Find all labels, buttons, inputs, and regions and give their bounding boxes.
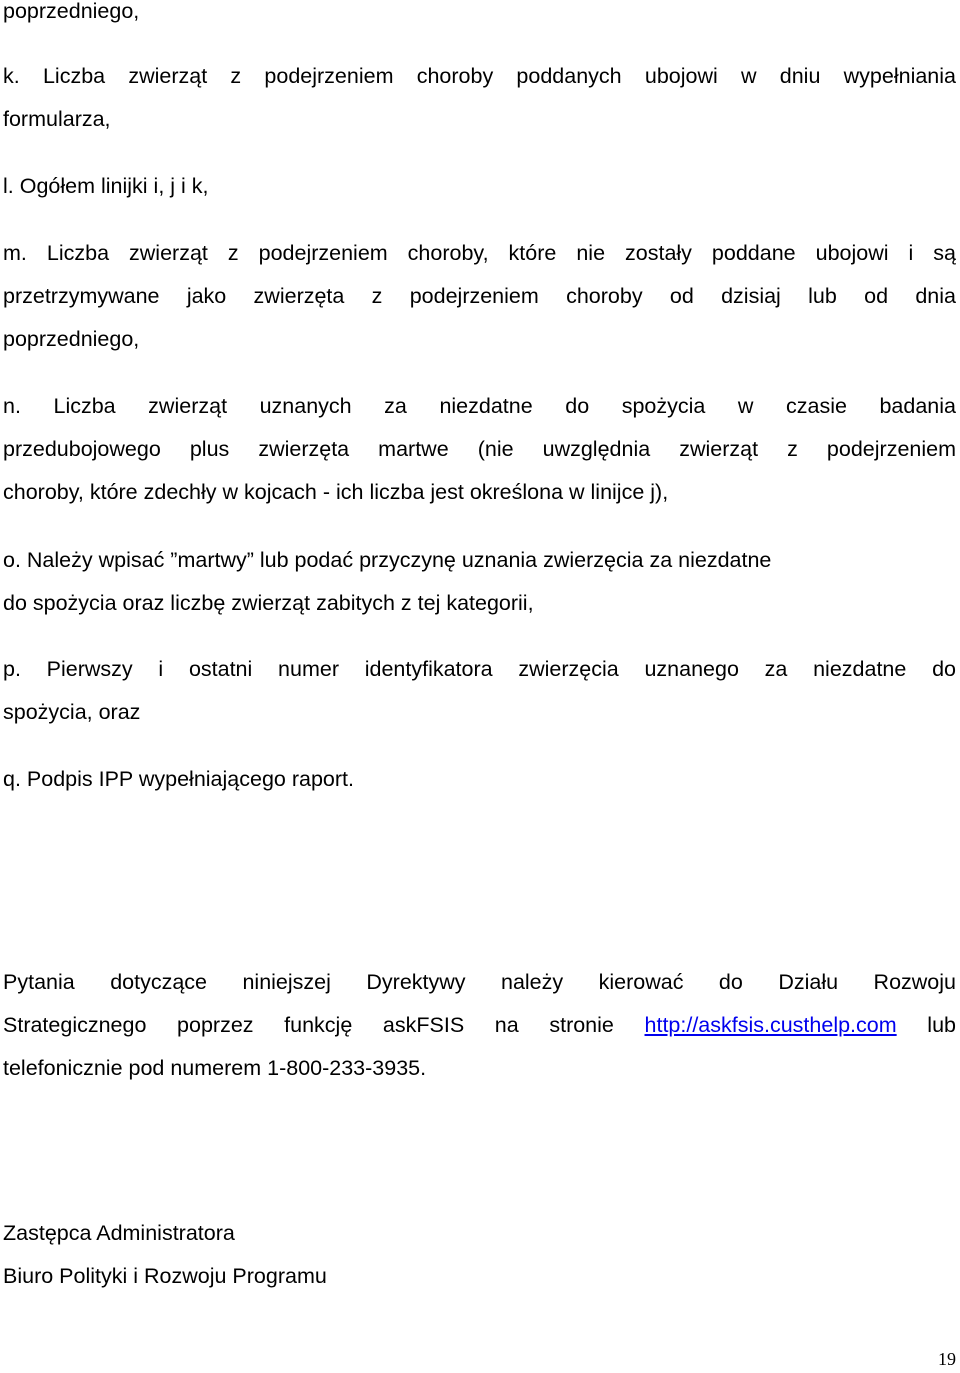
signatory-title: Zastępca Administratora	[3, 1221, 235, 1245]
signature-block	[3, 1212, 956, 1298]
list-item-p	[3, 648, 956, 734]
list-item-l	[3, 165, 956, 208]
text-line: spożycia, oraz	[3, 700, 141, 724]
text-fragment: lub	[927, 1013, 956, 1037]
text-line: m. Liczba zwierząt z podejrzeniem choroby, które nie zostały poddane ubojowi i są	[3, 241, 956, 265]
text-line: do spożycia oraz liczbę zwierząt zabitych z tej kategorii,	[3, 591, 534, 615]
text-line: p. Pierwszy i ostatni numer identyfikatora zwierzęcia uznanego za niezdatne do	[3, 657, 956, 681]
list-item-q	[3, 758, 956, 801]
text-line: przedubojowego plus zwierzęta martwe (nie uwzględnia zwierząt z podejrzeniem	[3, 437, 956, 461]
askfsis-link[interactable]: http://askfsis.custhelp.com	[644, 1013, 897, 1037]
text-line: k. Liczba zwierząt z podejrzeniem choroby poddanych ubojowi w dniu wypełniania	[3, 64, 956, 88]
text-line: l. Ogółem linijki i, j i k,	[3, 174, 209, 198]
text-line: przetrzymywane jako zwierzęta z podejrzeniem choroby od dzisiaj lub od dnia	[3, 284, 956, 308]
text-line: n. Liczba zwierząt uznanych za niezdatne do spożycia w czasie badania	[3, 394, 956, 418]
text-line: formularza,	[3, 107, 111, 131]
text-line: o. Należy wpisać ”martwy” lub podać przyczynę uznania zwierzęcia za niezdatne	[3, 548, 772, 572]
contact-paragraph	[3, 961, 956, 1090]
text-line: Pytania dotyczące niniejszej Dyrektywy należy kierować do Działu Rozwoju	[3, 970, 956, 994]
page-number: 19	[938, 1349, 956, 1369]
text-line: q. Podpis IPP wypełniającego raport.	[3, 767, 354, 791]
list-item-o	[3, 539, 956, 625]
text-line	[3, 1004, 956, 1047]
text-line: poprzedniego,	[3, 0, 140, 23]
text-line: poprzedniego,	[3, 327, 140, 351]
text-fragment: Strategicznego poprzez funkcję askFSIS na stronie	[3, 1013, 614, 1037]
list-item-n	[3, 385, 956, 514]
list-item-k	[3, 55, 956, 141]
text-line: choroby, które zdechły w kojcach - ich liczba jest określona w linijce j),	[3, 480, 669, 504]
paragraph-j-end	[3, 0, 956, 33]
text-line: telefonicznie pod numerem 1-800-233-3935.	[3, 1056, 427, 1080]
signatory-office: Biuro Polityki i Rozwoju Programu	[3, 1264, 327, 1288]
list-item-m	[3, 232, 956, 361]
